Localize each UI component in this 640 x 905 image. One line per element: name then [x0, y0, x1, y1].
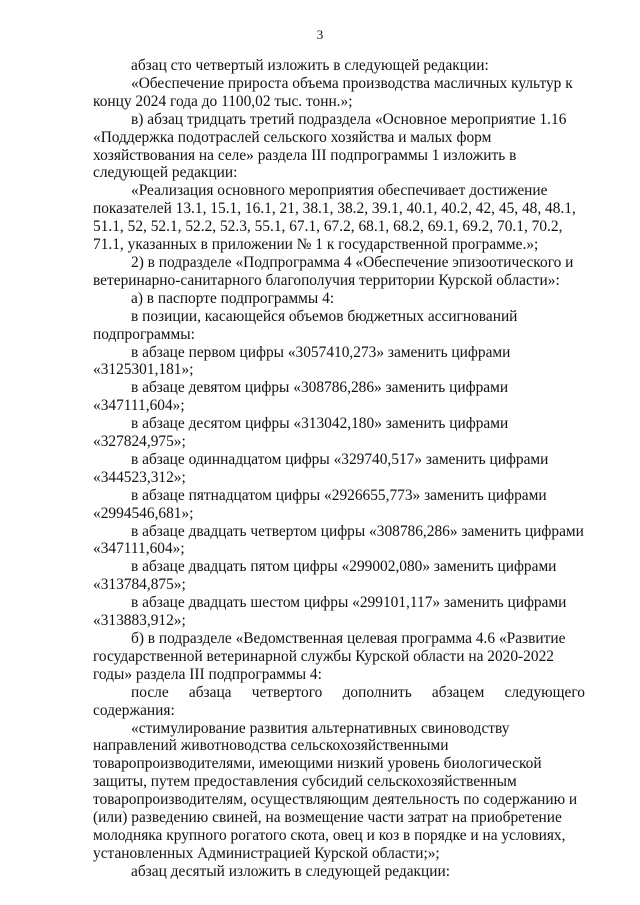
- paragraph: в абзаце одиннадцатом цифры «329740,517» заменить цифрами «344523,312»;: [93, 450, 549, 486]
- paragraph: в абзаце двадцать шестом цифры «299101,117» заменить цифрами «313883,912»;: [93, 594, 567, 630]
- paragraph: 2) в подразделе «Подпрограмма 4 «Обеспечение эпизоотического и ветеринарно-санитарного благополучия территории Курской области»:: [93, 253, 574, 289]
- paragraph: в абзаце пятнадцатом цифры «2926655,773» заменить цифрами «2994546,681»;: [93, 486, 547, 522]
- paragraph: в абзаце девятом цифры «308786,286» заменить цифрами «347111,604»;: [93, 379, 509, 415]
- paragraph: после абзаца четвертого дополнить абзацем следующего содержания:: [93, 683, 585, 719]
- paragraph: абзац сто четвертый изложить в следующей редакции:: [131, 57, 489, 74]
- paragraph: абзац десятый изложить в следующей редакции:: [131, 862, 451, 880]
- paragraph: в абзаце двадцать пятом цифры «299002,080» заменить цифрами «313784,875»;: [93, 558, 557, 594]
- paragraph: в) абзац тридцать третий подраздела «Основное мероприятие 1.16 «Поддержка подотраслей сельского хозяйства и малых форм хозяйствования на селе» раздела III подпрограммы 1 изложить в следующей редакции:: [93, 110, 567, 182]
- paragraph: в абзаце первом цифры «3057410,273» заменить цифрами «3125301,181»;: [93, 343, 511, 379]
- paragraph: в абзаце десятом цифры «313042,180» заменить цифрами «327824,975»;: [93, 415, 509, 451]
- paragraph: в абзаце двадцать четвертом цифры «308786,286» заменить цифрами «347111,604»;: [93, 522, 584, 558]
- paragraph: б) в подразделе «Ведомственная целевая программа 4.6 «Развитие государственной ветеринарной службы Курской области на 2020-2022 годы» раздела III подпрограммы 4:: [93, 630, 566, 683]
- paragraph: «Реализация основного мероприятия обеспечивает достижение показателей 13.1, 15.1, 16.1, 21, 38.1, 38.2, 39.1, 40.1, 40.2, 42, 45, 48, 48.1, 51.1, 52, 52.1, 52.2, 52.3, 55.1, 67.1, 67.2, 68.1, 68.2, 69.1, 69.2, 70.1, 70.2, 71.1, указанных в приложении № 1 к государственной программе.»;: [93, 182, 576, 254]
- paragraph: «стимулирование развития альтернативных свиноводству направлений животноводства сельскохозяйственными товаропроизводителями, имеющими низкий уровень биологической защиты, путем предоставления субсидий сельскохозяйственным товаропроизводителям, осуществляющим деятельность по содержанию и (или) разведению свиней, на возмещение части затрат на приобретение молодняка крупного рогатого скота, овец и коз в порядке и на условиях, установленных Администрацией Курской области;»;: [93, 719, 578, 862]
- paragraph: в позиции, касающейся объемов бюджетных ассигнований подпрограммы:: [93, 307, 518, 343]
- paragraph: «Обеспечение прироста объема производства масличных культур к концу 2024 года до 1100,02 тыс. тонн.»;: [93, 74, 573, 110]
- paragraph: а) в паспорте подпрограммы 4:: [131, 289, 335, 307]
- page-number: 3: [316, 27, 324, 42]
